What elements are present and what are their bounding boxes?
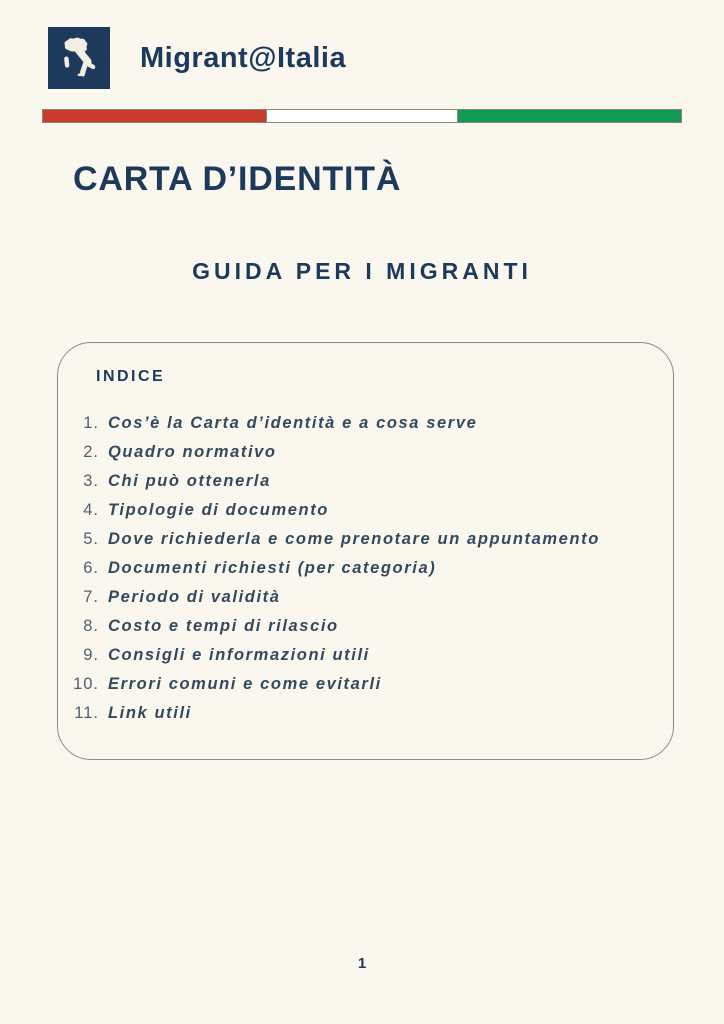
index-item	[58, 612, 643, 641]
index-item	[58, 554, 643, 583]
index-item-label: Documenti richiesti (per categoria)	[108, 559, 437, 577]
index-item-number: 2.	[83, 443, 99, 461]
index-list	[58, 409, 643, 728]
index-item-label: Chi può ottenerla	[108, 472, 271, 490]
index-item-label: Quadro normativo	[108, 443, 277, 461]
header	[48, 27, 346, 89]
index-item	[58, 670, 643, 699]
index-item-number: 8.	[83, 617, 99, 635]
index-item-number: 9.	[83, 646, 99, 664]
index-item	[58, 467, 643, 496]
brand-name: Migrant@Italia	[140, 41, 347, 74]
italy-map-icon	[56, 35, 102, 81]
index-item	[58, 496, 643, 525]
flag-green-segment	[458, 110, 681, 122]
index-heading: INDICE	[96, 368, 166, 385]
index-item-number: 5.	[83, 530, 99, 548]
index-item	[58, 525, 643, 554]
logo	[48, 27, 110, 89]
flag-white-segment	[267, 110, 459, 122]
index-item	[58, 409, 643, 438]
index-item-label: Costo e tempi di rilascio	[108, 617, 339, 635]
index-item-label: Dove richiederla e come prenotare un appuntamento	[108, 530, 600, 548]
index-item	[58, 699, 643, 728]
page-title: CARTA D’IDENTITÀ	[73, 160, 402, 198]
index-item	[58, 641, 643, 670]
index-item-label: Errori comuni e come evitarli	[108, 675, 382, 693]
index-item-number: 3.	[83, 472, 99, 490]
flag-stripe	[42, 109, 682, 123]
index-item-label: Periodo di validità	[108, 588, 281, 606]
index-item-number: 6.	[83, 559, 99, 577]
flag-red-segment	[43, 110, 267, 122]
index-box	[57, 342, 674, 760]
index-item-number: 10.	[73, 675, 99, 693]
index-item-label: Tipologie di documento	[108, 501, 329, 519]
page-number: 1	[357, 955, 367, 972]
index-item-number: 7.	[83, 588, 99, 606]
index-item	[58, 438, 643, 467]
index-item-number: 4.	[83, 501, 99, 519]
page-subtitle: GUIDA PER I MIGRANTI	[192, 258, 532, 284]
index-item-label: Link utili	[108, 704, 192, 722]
index-item-label: Consigli e informazioni utili	[108, 646, 370, 664]
index-item-label: Cos’è la Carta d’identità e a cosa serve	[108, 414, 478, 432]
index-item	[58, 583, 643, 612]
index-item-number: 1.	[83, 414, 99, 432]
index-item-number: 11.	[74, 704, 99, 722]
